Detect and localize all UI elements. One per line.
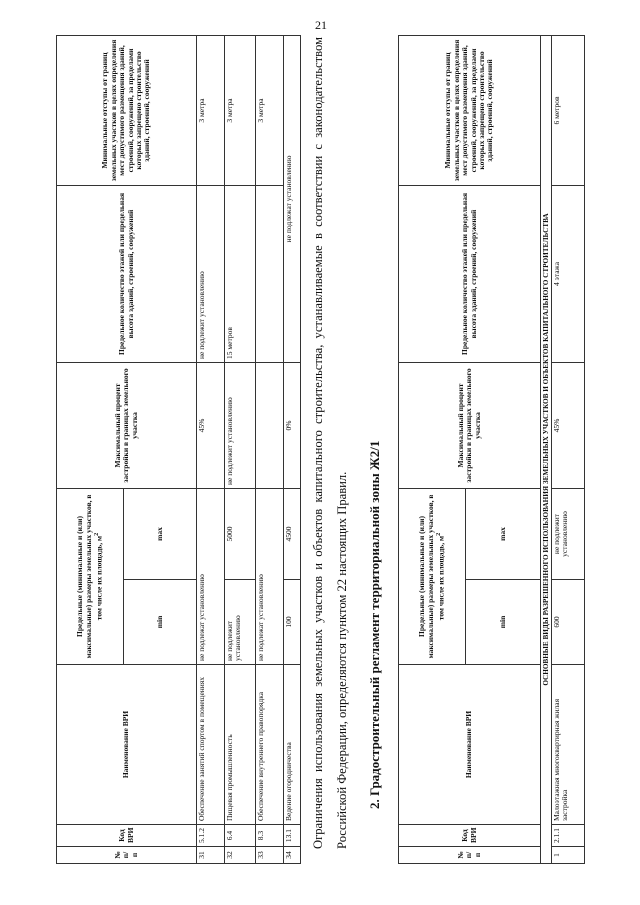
row-floors	[256, 185, 284, 362]
row-sizes: не подлежат установлению	[197, 488, 225, 664]
table-header-row	[399, 35, 466, 863]
row-name: Обеспечение занятий спортом в помещениях	[197, 665, 225, 825]
row-min: не подлежит установлению	[225, 580, 256, 665]
row-setback: 6 метров	[552, 35, 585, 185]
col-floors-header: Предельное количество этажей или предельная высота зданий, строений, сооружений	[399, 185, 541, 362]
row-code: 8.3	[256, 825, 284, 847]
row-pct	[256, 362, 284, 488]
row-setback: 3 метра	[256, 35, 284, 185]
row-max: не подлежит установлению	[552, 488, 585, 579]
row-setback: 3 метра	[225, 35, 256, 185]
row-code: 13.1	[284, 825, 301, 847]
sizes-header-sup: 2	[434, 532, 442, 536]
col-sizes-header	[57, 488, 124, 664]
section-row	[541, 35, 552, 863]
table-row	[552, 35, 585, 863]
table-row	[256, 35, 284, 863]
row-name: Ведение огородничества	[284, 665, 301, 825]
col-code-header: Код ВРИ	[399, 825, 541, 847]
col-code-header: Код ВРИ	[57, 825, 197, 847]
table-row	[197, 35, 225, 863]
row-code: 6.4	[225, 825, 256, 847]
row-floors: 4 этажа	[552, 185, 585, 362]
regulation-table-zh2-1	[398, 35, 585, 864]
col-min-header: min	[466, 580, 541, 665]
col-min-header: min	[124, 580, 197, 665]
table-header-row	[57, 35, 124, 863]
restrictions-paragraph: Ограничения использования земельных участков и объектов капитального строительства, устанавливаемые в соответствии с законодательством Российской Федерации, определяются пунктом 22 настоящих Правил.	[311, 37, 349, 849]
row-name: Обеспечение внутреннего правопорядка	[256, 665, 284, 825]
row-setback: 3 метра	[197, 35, 225, 185]
row-num: 31	[197, 847, 225, 864]
sizes-header-text: Предельные (минимальные и (или) максимальные) размеры земельных участков, в том числе их площадь, м	[417, 494, 446, 659]
col-name-header: Наименование ВРИ	[399, 665, 541, 825]
col-num-header: № п/п	[399, 847, 541, 864]
row-pct: не подлежит установлению	[225, 362, 256, 488]
section-heading: 2. Градостроительный регламент территориальной зоны Ж2/1	[367, 440, 382, 809]
row-code: 5.1.2	[197, 825, 225, 847]
col-pct-header: Максимальный процент застройки в границах земельного участка	[399, 362, 541, 488]
row-name: Пищевая промышленность	[225, 665, 256, 825]
row-max: 5000	[225, 488, 256, 579]
col-num-header: № п/п	[57, 847, 197, 864]
row-floors: не подлежит установлению	[197, 185, 225, 362]
col-floors-header: Предельное количество этажей или предельная высота зданий, строений, сооружений	[57, 185, 197, 362]
row-max: 4500	[284, 488, 301, 579]
row-min: 100	[284, 580, 301, 665]
sizes-header-text: Предельные (минимальные и (или) максимальные) размеры земельных участков, в том числе их площадь, м	[75, 494, 104, 659]
col-name-header: Наименование ВРИ	[57, 665, 197, 825]
row-num: 33	[256, 847, 284, 864]
col-setback-header: Минимальные отступы от границ земельных участков в целях определения мест допустимого размещения зданий, строений, сооружений, за пределами которых запрещено строительство зданий, строений, сооружений	[399, 35, 541, 185]
row-floors: 15 метров	[225, 185, 256, 362]
row-sizes: не подлежат установлению	[256, 488, 284, 664]
table-row	[284, 35, 301, 863]
regulation-table-continued	[56, 35, 301, 864]
row-code: 2.1.1	[552, 825, 585, 847]
sizes-header-sup: 2	[92, 532, 100, 536]
row-pct: 45%	[197, 362, 225, 488]
col-sizes-header	[399, 488, 466, 664]
col-max-header: max	[124, 488, 197, 579]
row-num: 34	[284, 847, 301, 864]
table-row	[225, 35, 256, 863]
row-num: 32	[225, 847, 256, 864]
row-min: 600	[552, 580, 585, 665]
row-pct: 45%	[552, 362, 585, 488]
section-title: ОСНОВНЫЕ ВИДЫ РАЗРЕШЕННОГО ИСПОЛЬЗОВАНИЯ ЗЕМЕЛЬНЫХ УЧАСТКОВ И ОБЪЕКТОВ КАПИТАЛЬНОГО СТРОИТЕЛЬСТВА	[541, 35, 552, 863]
row-pct: 0%	[284, 362, 301, 488]
page-number: 21	[315, 18, 327, 32]
row-name: Малоэтажная многоквартирная жилая застройка	[552, 665, 585, 825]
row-num: 1	[552, 847, 585, 864]
row-rest: не подлежат установлению	[284, 35, 301, 362]
col-pct-header: Максимальный процент застройки в границах земельного участка	[57, 362, 197, 488]
col-max-header: max	[466, 488, 541, 579]
col-setback-header: Минимальные отступы от границ земельных участков в целях определения мест допустимого размещения зданий, строений, сооружений, за пределами которых запрещено строительство зданий, строений, сооружений	[57, 35, 197, 185]
